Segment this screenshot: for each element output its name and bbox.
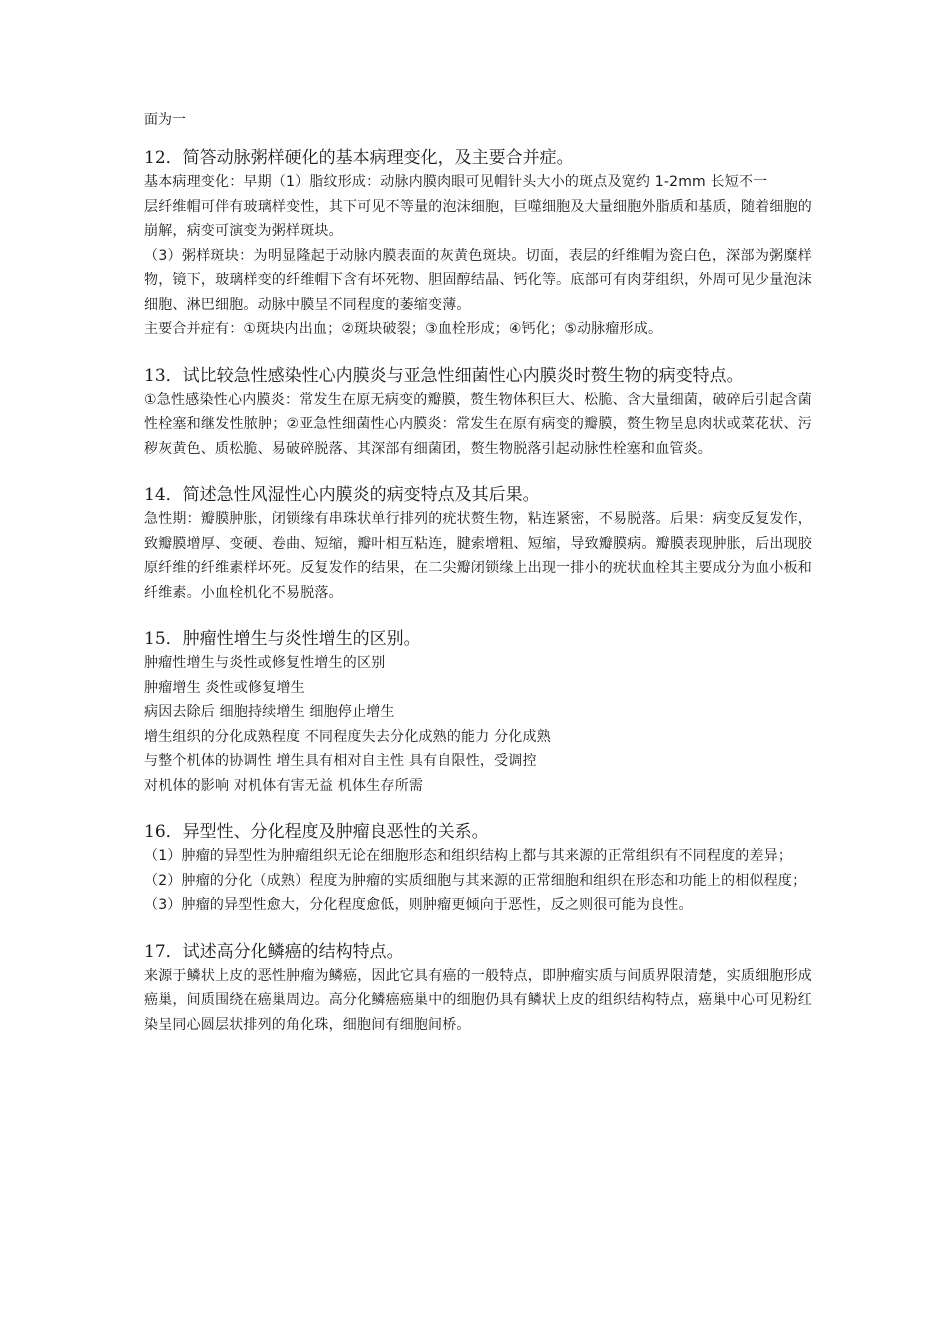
section-heading: 16．异型性、分化程度及肿瘤良恶性的关系。	[144, 822, 489, 842]
section-paragraph: 急性期：瓣膜肿胀，闭锁缘有串珠状单行排列的疣状赘生物，粘连紧密，不易脱落。后果：病变反复发作，致瓣膜增厚、变硬、卷曲、短缩，瓣叶相互粘连，腱索增粗、短缩，导致瓣膜病。瓣膜表现肿胀，后出现胶原纤维的纤维素样坏死。反复发作的结果，在二尖瓣闭锁缘上出现一排小的疣状血栓其主要成分为血小板和纤维素。小血栓机化不易脱落。	[144, 511, 812, 601]
section-15	[144, 627, 812, 798]
faint-footer-watermark	[300, 1316, 680, 1330]
section-12	[144, 146, 812, 342]
document-body	[144, 108, 812, 1037]
section-paragraph: 主要合并症有：①斑块内出血；②斑块破裂；③血栓形成；④钙化；⑤动脉瘤形成。	[144, 321, 663, 337]
section-heading: 12．简答动脉粥样硬化的基本病理变化，及主要合并症。	[144, 148, 574, 168]
section-paragraph: 病因去除后 细胞持续增生 细胞停止增生	[144, 704, 395, 720]
intro-fragment: 面为一	[144, 112, 186, 128]
section-paragraph: ①急性感染性心内膜炎：常发生在原无病变的瓣膜，赘生物体积巨大、松脆、含大量细菌，破碎后引起含菌性栓塞和继发性脓肿；②亚急性细菌性心内膜炎：常发生在原有病变的瓣膜，赘生物呈息肉状或菜花状、污秽灰黄色、质松脆、易破碎脱落、其深部有细菌团，赘生物脱落引起动脉性栓塞和血管炎。	[144, 391, 812, 457]
section-paragraph: 来源于鳞状上皮的恶性肿瘤为鳞癌，因此它具有癌的一般特点，即肿瘤实质与间质界限清楚，实质细胞形成癌巢，间质围绕在癌巢周边。高分化鳞癌癌巢中的细胞仍具有鳞状上皮的组织结构特点，癌巢中心可见粉红染呈同心圆层状排列的角化珠，细胞间有细胞间桥。	[144, 967, 812, 1033]
section-17	[144, 940, 812, 1038]
section-paragraph: 对机体的影响 对机体有害无益 机体生存所需	[144, 777, 424, 794]
section-paragraph: 基本病理变化：早期（1）脂纹形成：动脉内膜肉眼可见帽针头大小的斑点及宽约 1-2mm 长短不一	[144, 174, 768, 190]
section-heading: 15．肿瘤性增生与炎性增生的区别。	[144, 629, 421, 649]
section-paragraph: 增生组织的分化成熟程度 不同程度失去分化成熟的能力 分化成熟	[144, 728, 551, 745]
section-paragraph: 肿瘤增生 炎性或修复增生	[144, 679, 305, 696]
section-paragraph: （2）肿瘤的分化（成熟）程度为肿瘤的实质细胞与其来源的正常细胞和组织在形态和功能上的相似程度；	[144, 872, 807, 889]
section-heading: 13．试比较急性感染性心内膜炎与亚急性细菌性心内膜炎时赘生物的病变特点。	[144, 365, 744, 386]
section-heading: 17．试述高分化鳞癌的结构特点。	[144, 941, 404, 962]
section-14	[144, 483, 812, 605]
section-heading: 14．简述急性风湿性心内膜炎的病变特点及其后果。	[144, 485, 540, 505]
section-13	[144, 364, 812, 462]
section-paragraph: （1）肿瘤的异型性为肿瘤组织无论在细胞形态和组织结构上都与其来源的正常组织有不同程度的差异；	[144, 848, 793, 864]
section-16	[144, 820, 812, 918]
section-paragraph: （3）肿瘤的异型性愈大，分化程度愈低，则肿瘤更倾向于恶性，反之则很可能为良性。	[144, 897, 693, 913]
section-paragraph: 与整个机体的协调性 增生具有相对自主性 具有自限性，受调控	[144, 753, 537, 769]
section-paragraph: （3）粥样斑块：为明显隆起于动脉内膜表面的灰黄色斑块。切面，表层的纤维帽为瓷白色，深部为粥糜样物，镜下，玻璃样变的纤维帽下含有坏死物、胆固醇结晶、钙化等。底部可有肉芽组织，外周可见少量泡沫细胞、淋巴细胞。动脉中膜呈不同程度的萎缩变薄。	[144, 247, 812, 313]
section-paragraph: 肿瘤性增生与炎性或修复性增生的区别	[144, 655, 386, 671]
section-paragraph: 层纤维帽可伴有玻璃样变性，其下可见不等量的泡沫细胞，巨噬细胞及大量细胞外脂质和基质，随着细胞的崩解，病变可演变为粥样斑块。	[144, 198, 812, 239]
